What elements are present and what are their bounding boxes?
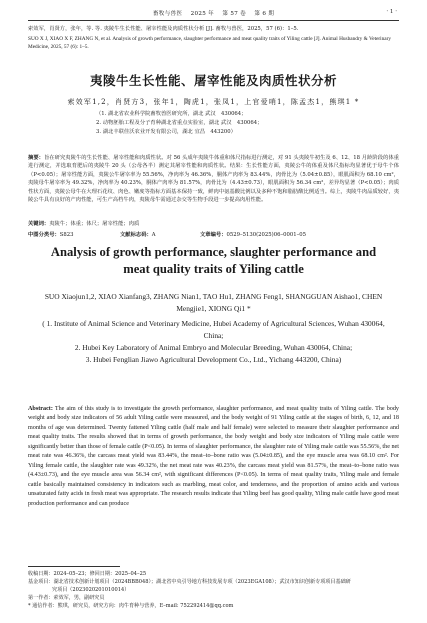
article-no-label: 文章编号：	[200, 232, 227, 238]
affiliations-cn	[96, 110, 367, 137]
keywords-cn-text: 夷陵牛；体重；体尺；屠宰性能；肉质	[49, 221, 140, 227]
title-cn: 夷陵牛生长性能、屠宰性能及肉质性状分析	[89, 73, 337, 88]
abstract-cn-label: 摘要：	[28, 155, 44, 161]
doc-code-value: A	[151, 232, 156, 238]
journal-year: 2025 年	[190, 11, 215, 17]
journal-info	[28, 9, 399, 17]
abstract-en-text: The aim of this study is to investigate the growth performance, slaughter performance, and meat quality traits of Yiling cattle. The body weight and body size indicators of 56 adult Yiling cattle were measured, and the body weight of 91 Yiling cattle at the stages of birth, 6, 12, and 18 months of age was determined. Twenty fattened Yiling cattle (half male and half female) were selected to measure their slaughter performance and meat quality traits. The results showed that in terms of growth performance, the body weight and body size indicators of Yiling male cattle were significantly better than those of female cattle (P<0.05). In terms of slaughter performance, the slaughter rate of Yiling male cattle was 55.56%, the net meat rate was 46.36%, the carcass meat yield was 83.44%, the meat–to–bone ratio was (5.04±0.85), and the eye muscle area was 68.10 cm². For Yiling female cattle, the slaughter rate was 49.32%, the net meat rate was 40.23%, the carcass meat yield was 81.57%, the meat–to–bone ratio was (4.43±0.73), and the eye muscle area was 56.34 cm², with significant differences (P<0.05). In terms of meat quality traits, Yiling male and female cattle basically maintained consistency in indicators such as marbling, meat color, and tenderness, and the proportion of amino acids and various unsaturated fatty acids in fresh meat was appropriate. The research results indicate that Yiling beef has good quality, Yiling male cattle have good meat production performance and can produce	[28, 406, 399, 507]
keywords-cn-label: 关键词：	[28, 221, 50, 227]
journal-volume: 第 57 卷	[222, 11, 247, 17]
affiliations-en	[40, 318, 387, 366]
footnotes	[28, 570, 399, 610]
abstract-en	[28, 405, 399, 509]
running-header	[28, 8, 399, 21]
affiliation-cn-1: （1. 湖北省农业科学院畜牧兽医研究所，湖北 武汉 430064；	[96, 111, 247, 117]
footnote-corresponding: * 通信作者：熊琪，研究员，研究方向：肉牛育种与营养，E–mail: 752292414@qq.com	[28, 603, 234, 609]
footnote-dates: 收稿日期：2024–05–23；修回日期：2025–04–25	[28, 571, 147, 577]
footnote-fund-cont: 究项目（2023020201010014）	[52, 587, 130, 593]
classification-line	[28, 230, 399, 238]
authors-cn: 索效军1,2，肖贤方3，张年1，陶虎1，张凤1，上官爱哨1，陈孟杰1，熊琪1 *	[67, 98, 360, 106]
page-number: · 1 ·	[386, 9, 397, 15]
affiliation-en-2: 2. Hubei Key Laboratory of Animal Embryo and Molecular Breeding, Wuhan 430064, China;	[74, 343, 353, 352]
affiliation-cn-3: 3. 湖北丰联佳沃农业开发有限公司，湖北 宜昌 443200）	[96, 129, 236, 135]
affiliation-en-3: 3. Hubei Fenglian Jiawo Agricultural Development Co., Ltd., Yichang 443200, China)	[85, 355, 342, 364]
journal-name: 畜牧与兽医	[152, 11, 183, 17]
footnote-first-author: 第一作者：索效军，男，副研究员	[28, 595, 105, 601]
abstract-cn-text: 旨在研究夷陵牛的生长性能、屠宰性能和肉质性状。对 56 头成年夷陵牛体重和体尺指标进行测定，对 91 头夷陵牛初生及 6、12、18 月龄阶段的体重进行测定，并选取育肥后的夷陵牛 20 头（公母各半）测定其屠宰性能和肉质性状。结果：生长性能方面，夷陵公牛的体重及体尺指标均显著优于母牛个体（P<0.05）；屠宰性能方面，夷陵公牛屠宰率为 55.56%，净肉率为 46.36%，胴体产肉率为 83.44%，肉骨比为（5.04±0.85），眼肌面积为 68.10 cm²，夷陵母牛屠宰率为 49.32%，净肉率为 40.23%，胴体产肉率为 81.57%，肉骨比为（4.43±0.73），眼肌面积为 56.34 cm²，差异均显著（P<0.05）；肉质性状方面，夷陵公母牛在大理石花纹、肉色、嫩度等指标方面基本保持一致，鲜肉中氨基酸比例以及多种不饱和脂肪酸比例适当。综上，夷陵牛肉品质较好，夷陵公牛具有良好的产肉性能，可生产高档牛肉，夷陵母牛需通过杂交等生物手段进一步提高肉用性能。	[28, 155, 399, 204]
title-en: Analysis of growth performance, slaughter performance and meat quality traits of Yiling cattle	[50, 245, 377, 276]
footnote-fund: 基金项目：湖北省技术创新计划项目（2024BBB048）；湖北省中央引导地方科技发展专项（2023EGA108）；武汉市知识创新专项项目基础研	[28, 579, 351, 585]
abstract-en-label: Abstract:	[28, 406, 53, 412]
affiliation-cn-2: 2. 动物胚胎工程及分子育种湖北省重点实验室，湖北 武汉 430064；	[96, 120, 263, 126]
affiliation-en-1: ( 1. Institute of Animal Science and Veterinary Medicine, Hubei Academy of Agricultural Sciences, Wuhan 430064, China;	[42, 319, 385, 340]
authors-en: SUO Xiaojun1,2, XIAO Xianfang3, ZHANG Nian1, TAO Hu1, ZHANG Feng1, SHANGGUAN Aishao1, CHEN Mengjie1, XIONG Qi1 *	[44, 292, 383, 313]
abstract-cn	[28, 154, 399, 204]
citation-cn: 索效军，肖贤方，张年，等. 等. 夷陵牛生长性能、屠宰性能及肉质性状分析 [J]. 畜牧与兽医，2025，57 (6)：1–5.	[28, 26, 299, 32]
clc-value: S823	[59, 232, 74, 238]
article-no-value: 0529–5130(2025)06–0001–05	[226, 232, 306, 238]
citation-en: SUO X J, XIAO X F, ZHANG N, et al. Analysis of growth performance, slaughter performance and meat quality traits of Yiling cattle [J]. Animal Husbandry & Veterinary Medicine, 2025, 57 (6): 1–5.	[28, 36, 392, 50]
footnote-divider	[28, 566, 120, 567]
doc-code-label: 文献标志码：	[120, 232, 152, 238]
keywords-cn	[28, 219, 399, 227]
journal-issue: 第 6 期	[254, 11, 275, 17]
clc-label: 中图分类号：	[28, 232, 60, 238]
